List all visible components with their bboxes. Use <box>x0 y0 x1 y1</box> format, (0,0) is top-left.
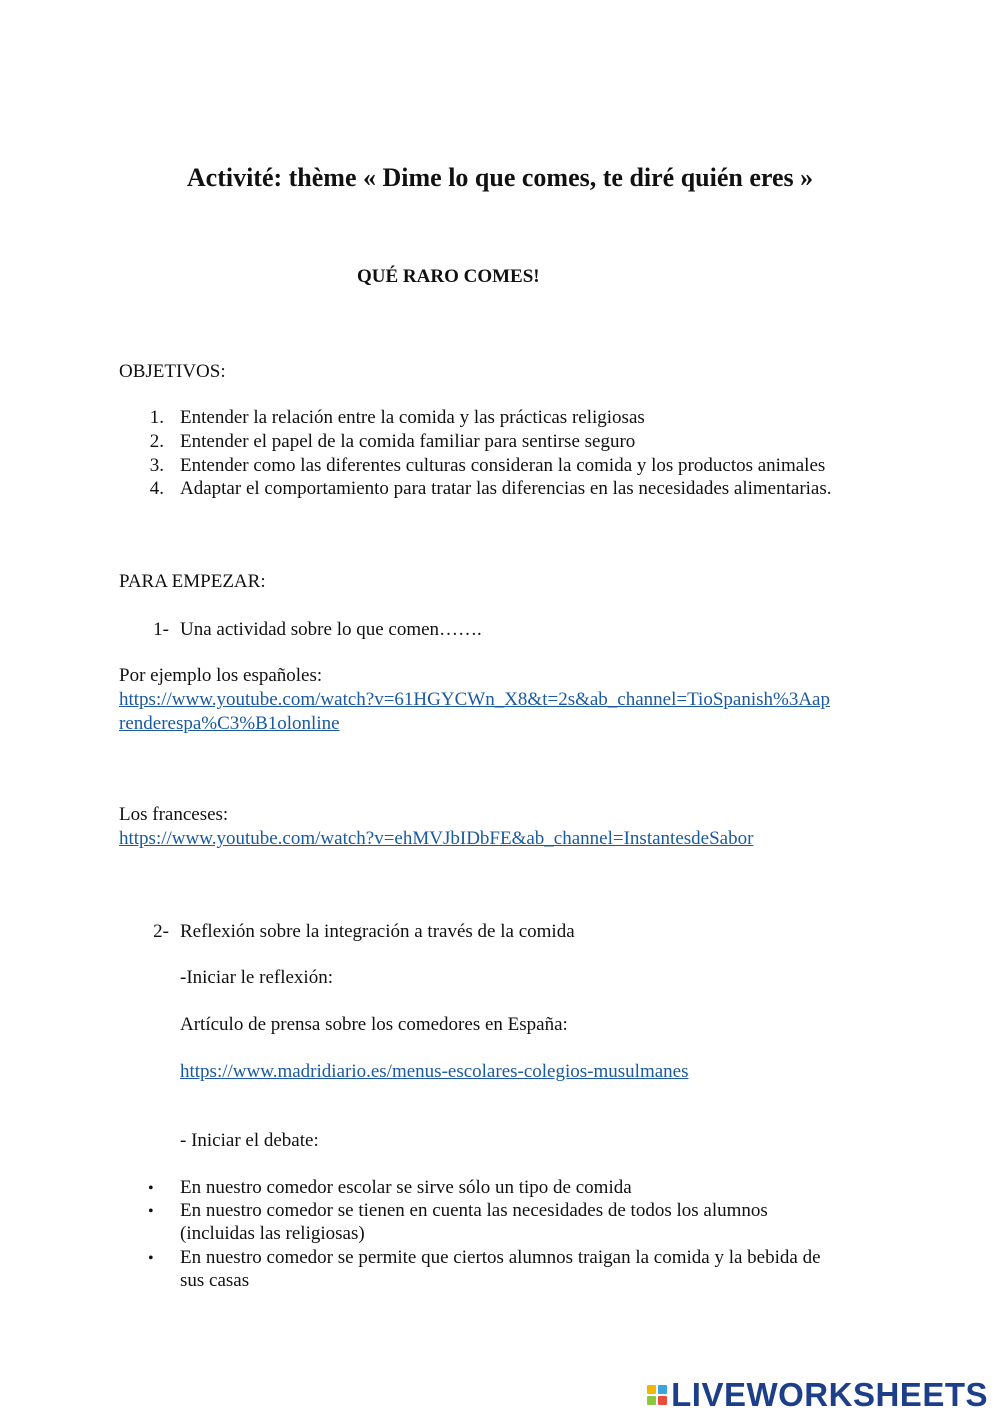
list-item-number: 3. <box>149 455 164 476</box>
list-item: En nuestro comedor escolar se sirve sólo un tipo de comida <box>180 1177 632 1198</box>
iniciar-reflexion-label: -Iniciar le reflexión: <box>180 967 333 988</box>
list-item-number: 1. <box>149 407 164 428</box>
list-item: Entender la relación entre la comida y las prácticas religiosas <box>180 407 645 428</box>
franceses-label: Los franceses: <box>119 804 229 825</box>
page-title: Activité: thème « Dime lo que comes, te diré quién eres » <box>186 163 814 192</box>
list-item-number: 2. <box>149 431 164 452</box>
liveworksheets-logo <box>647 1376 988 1414</box>
example-label: Por ejemplo los españoles: <box>119 665 323 686</box>
articulo-label: Artículo de prensa sobre los comedores en España: <box>180 1014 568 1035</box>
logo-text: LIVEWORKSHEETS <box>671 1376 988 1413</box>
page-subtitle: QUÉ RARO COMES! <box>357 266 540 287</box>
objetivos-heading: OBJETIVOS: <box>119 361 226 382</box>
list-item: En nuestro comedor se tienen en cuenta las necesidades de todos los alumnos <box>180 1200 768 1221</box>
list-item-number: 4. <box>149 478 164 499</box>
step-number: 1- <box>153 619 169 640</box>
list-item: Entender como las diferentes culturas consideran la comida y los productos animales <box>180 455 826 476</box>
liveworksheets-logo-icon <box>647 1385 667 1405</box>
step-text: Una actividad sobre lo que comen……. <box>180 619 482 640</box>
madridiario-link[interactable]: https://www.madridiario.es/menus-escolares-colegios-musulmanes <box>180 1061 689 1082</box>
step-number: 2- <box>153 921 169 942</box>
logo-square <box>658 1396 667 1405</box>
list-item-continued: (incluidas las religiosas) <box>180 1223 365 1244</box>
logo-square <box>647 1385 656 1394</box>
para-empezar-heading: PARA EMPEZAR: <box>119 571 266 592</box>
bullet-icon: • <box>148 1180 154 1197</box>
list-item: Entender el papel de la comida familiar para sentirse seguro <box>180 431 636 452</box>
list-item-continued: sus casas <box>180 1270 250 1291</box>
youtube-link-franceses[interactable]: https://www.youtube.com/watch?v=ehMVJbIDbFE&ab_channel=InstantesdeSabor <box>119 828 754 849</box>
step-text: Reflexión sobre la integración a través de la comida <box>180 921 575 942</box>
logo-square <box>647 1396 656 1405</box>
bullet-icon: • <box>148 1250 154 1267</box>
list-item: En nuestro comedor se permite que ciertos alumnos traigan la comida y la bebida de <box>180 1247 821 1268</box>
youtube-link-espanoles[interactable]: https://www.youtube.com/watch?v=61HGYCWn_X8&t=2s&ab_channel=TioSpanish%3Aap <box>119 689 830 710</box>
iniciar-debate-label: - Iniciar el debate: <box>180 1130 319 1151</box>
list-item: Adaptar el comportamiento para tratar las diferencias en las necesidades alimentarias. <box>180 478 832 499</box>
youtube-link-espanoles-continued[interactable]: renderespa%C3%B1olonline <box>119 713 340 734</box>
bullet-icon: • <box>148 1203 154 1220</box>
logo-square <box>658 1385 667 1394</box>
